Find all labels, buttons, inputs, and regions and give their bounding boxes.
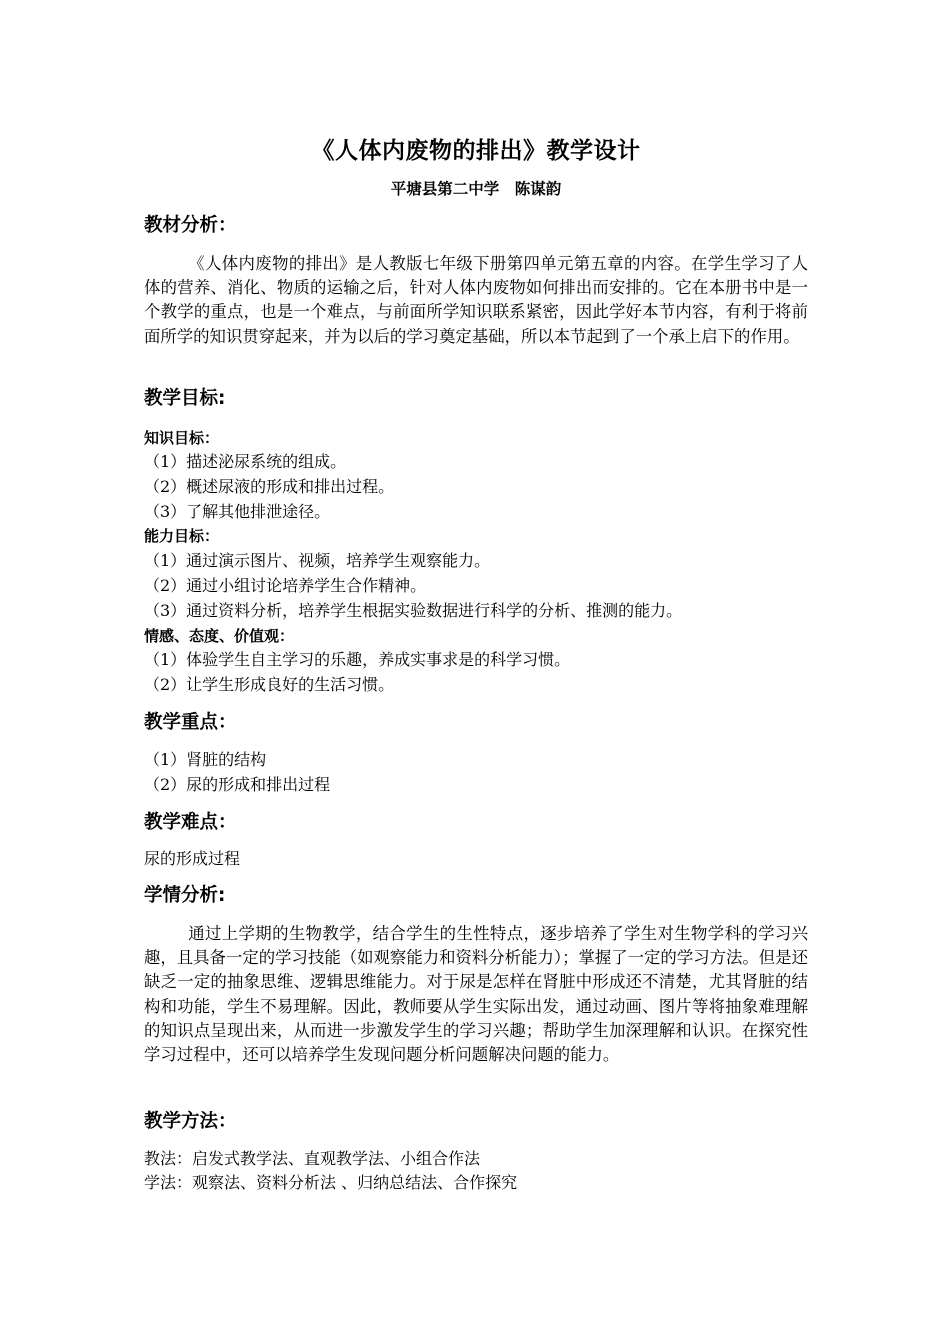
author-line: 平塘县第二中学 陈谋韵 bbox=[390, 180, 562, 198]
learner-analysis-paragraph: 通过上学期的生物教学，结合学生的生性特点，逐步培养了学生对生物学科的学习兴趣，且具备一定的学习技能（如观察能力和资料分析能力）；掌握了一定的学习方法。但是还缺乏一定的抽象思维、逻辑思维能力。对于尿是怎样在肾脏中形成还不清楚，尤其肾脏的结构和功能，学生不易理解。因此，教师要从学生实际出发，通过动画、图片等将抽象难理解的知识点呈现出来，从而进一步激发学生的学习兴趣；帮助学生加深理解和认识。在探究性学习过程中，还可以培养学生发现问题分析问题解决问题的能力。 bbox=[144, 924, 808, 1065]
section-heading-key-points: 教学重点： bbox=[144, 712, 237, 733]
document-title: 《人体内废物的排出》教学设计 bbox=[311, 138, 641, 164]
ability-objective-item: （1）通过演示图片、视频，培养学生观察能力。 bbox=[144, 551, 491, 570]
section-heading-objectives: 教学目标: bbox=[144, 388, 226, 409]
knowledge-objective-item: （2）概述尿液的形成和排出过程。 bbox=[144, 477, 395, 496]
ability-objective-item: （2）通过小组讨论培养学生合作精神。 bbox=[144, 576, 427, 595]
ability-objective-item: （3）通过资料分析，培养学生根据实验数据进行科学的分析、推测的能力。 bbox=[144, 601, 683, 620]
teaching-methods-line: 教法：启发式教学法、直观教学法、小组合作法 bbox=[144, 1149, 481, 1168]
section-heading-difficult-points: 教学难点： bbox=[144, 812, 237, 833]
emotion-objective-item: （1）体验学生自主学习的乐趣，养成实事求是的科学习惯。 bbox=[144, 650, 571, 669]
subheading-ability-objectives: 能力目标： bbox=[144, 527, 220, 545]
section-heading-learner-analysis: 学情分析: bbox=[144, 885, 226, 906]
section-heading-material-analysis: 教材分析： bbox=[144, 215, 237, 236]
key-point-item: （2）尿的形成和排出过程 bbox=[144, 775, 331, 794]
knowledge-objective-item: （1）描述泌尿系统的组成。 bbox=[144, 452, 347, 471]
learning-methods-line: 学法：观察法、资料分析法 、归纳总结法、合作探究 bbox=[144, 1173, 518, 1192]
key-point-item: （1）肾脏的结构 bbox=[144, 750, 267, 769]
material-analysis-paragraph: 《人体内废物的排出》是人教版七年级下册第四单元第五章的内容。在学生学习了人体的营养、消化、物质的运输之后，针对人体内废物如何排出而安排的。它在本册书中是一个教学的重点，也是一个难点，与前面所学知识联系紧密，因此学好本节内容，有利于将前面所学的知识贯穿起来，并为以后的学习奠定基础，所以本节起到了一个承上启下的作用。 bbox=[144, 254, 808, 346]
knowledge-objective-item: （3）了解其他排泄途径。 bbox=[144, 502, 331, 521]
subheading-emotion-objectives: 情感、态度、价值观： bbox=[144, 627, 295, 645]
difficult-point-text: 尿的形成过程 bbox=[144, 849, 241, 868]
emotion-objective-item: （2）让学生形成良好的生活习惯。 bbox=[144, 675, 395, 694]
subheading-knowledge-objectives: 知识目标： bbox=[144, 429, 220, 447]
section-heading-methods: 教学方法： bbox=[144, 1111, 237, 1132]
